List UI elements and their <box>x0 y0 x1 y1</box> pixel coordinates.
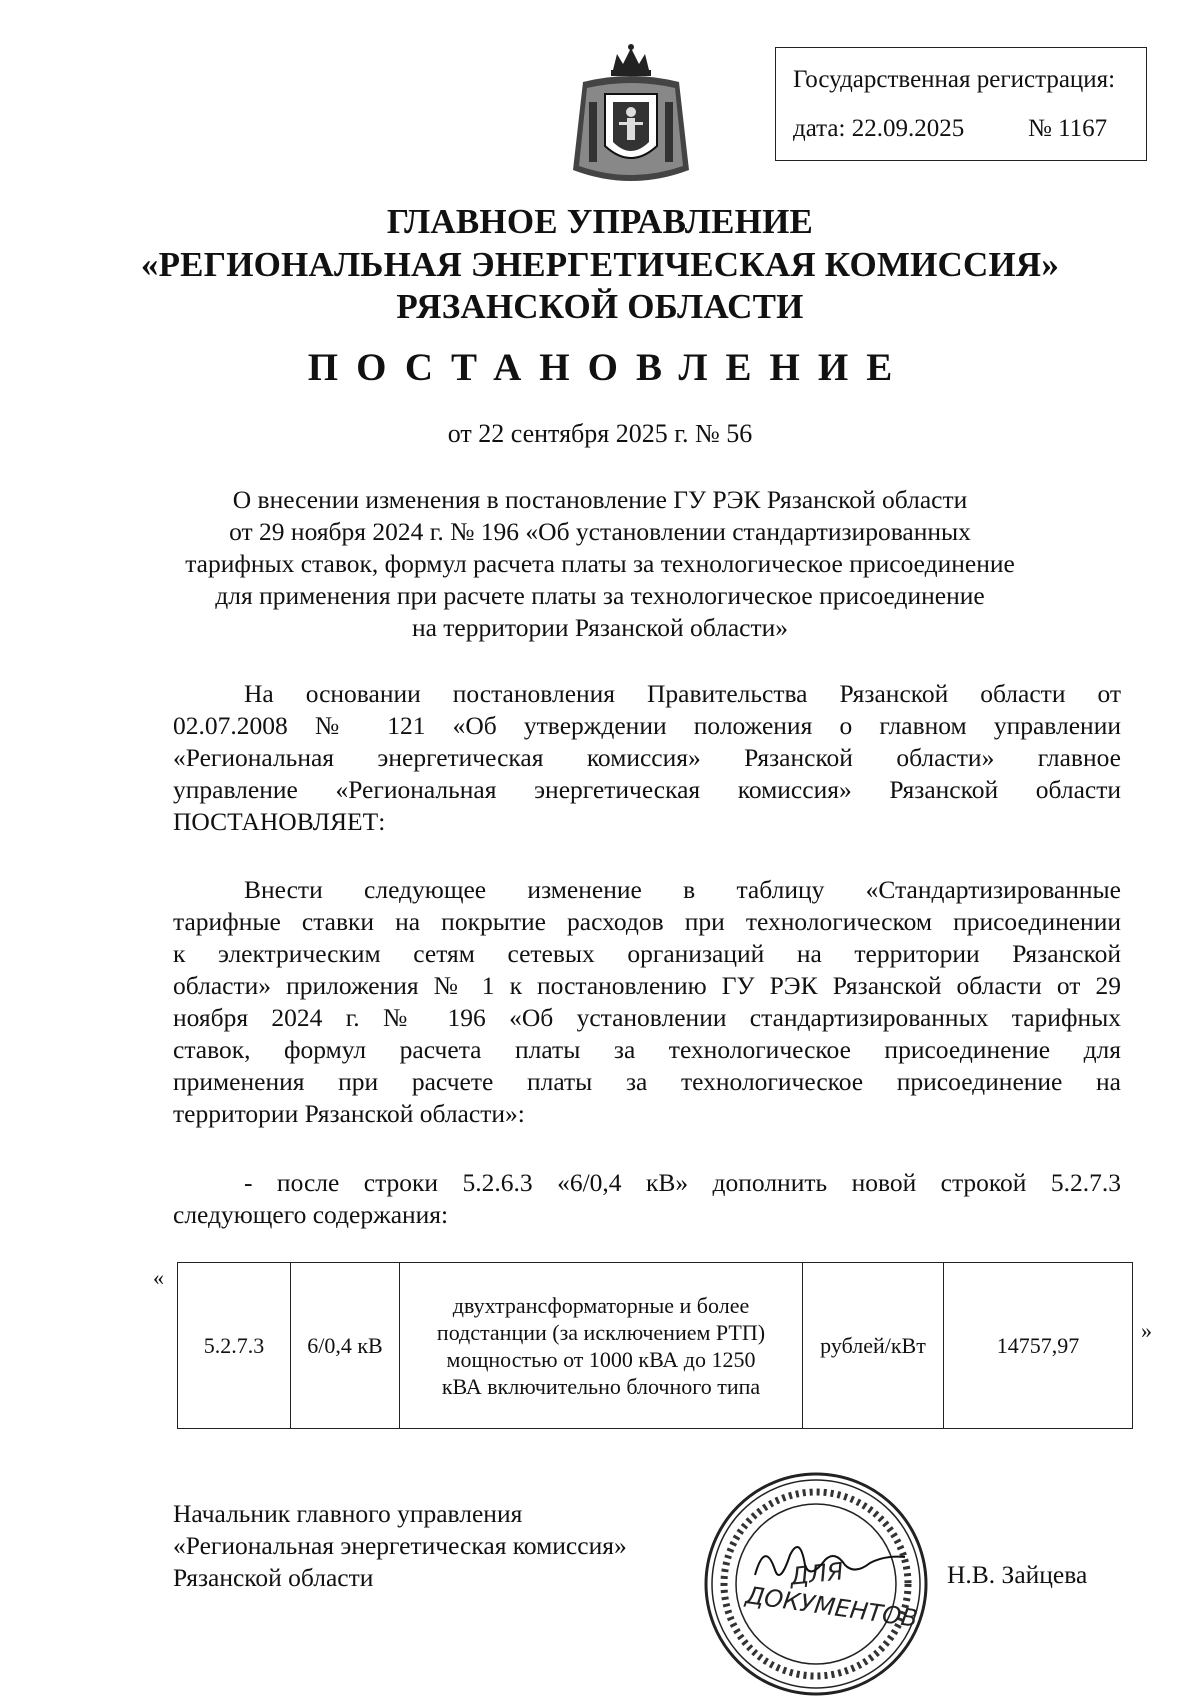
insert-paragraph-line: - после строки 5.2.6.3 «6/0,4 кВ» дополнить новой строкой 5.2.7.3 <box>244 1168 1121 1197</box>
signer-position-line: «Региональная энергетическая комиссия» <box>173 1531 627 1560</box>
basis-paragraph-line: ПОСТАНОВЛЯЕТ: <box>173 807 386 836</box>
basis-paragraph-line: «Региональная энергетическая комиссия» Рязанской области» главное <box>173 743 1121 772</box>
agency-heading-line-2: «РЕГИОНАЛЬНАЯ ЭНЕРГЕТИЧЕСКАЯ КОМИССИЯ» <box>140 245 1060 284</box>
signer-position-line: Начальник главного управления <box>173 1499 523 1528</box>
basis-paragraph-line: управление «Региональная энергетическая комиссия» Рязанской области <box>173 775 1121 804</box>
agency-heading-line-1: ГЛАВНОЕ УПРАВЛЕНИЕ <box>386 202 814 241</box>
signer-position-line: Рязанской области <box>173 1563 374 1592</box>
table-quote-close: » <box>1141 1318 1152 1343</box>
description-line: двухтрансформаторные и более <box>452 1292 750 1318</box>
table-row <box>178 1263 1133 1429</box>
stamp-word: ДЛЯ <box>788 1557 845 1591</box>
insert-paragraph-line: следующего содержания: <box>173 1200 449 1229</box>
change-paragraph-line: применения при расчете платы за технологическое присоединение на <box>173 1067 1121 1096</box>
document-date-number: от 22 сентября 2025 г. № 56 <box>447 419 753 448</box>
subject-line: для применения при расчете платы за технологическое присоединение <box>215 581 985 610</box>
registration-date: дата: 22.09.2025 <box>793 115 965 142</box>
row-voltage-cell: 6/0,4 кВ <box>291 1263 400 1429</box>
change-paragraph-line: территории Рязанской области»: <box>173 1099 525 1128</box>
table-quote-open: « <box>153 1265 164 1290</box>
change-paragraph-line: ставок, формул расчета платы за технологическое присоединение для <box>173 1035 1121 1064</box>
description-line: мощностью от 1000 кВА до 1250 <box>446 1346 756 1372</box>
description-line: подстанции (за исключением РТП) <box>436 1319 766 1345</box>
registration-title: Государственная регистрация: <box>793 66 1116 93</box>
change-paragraph-line: тарифные ставки на покрытие расходов при технологическом присоединении <box>173 907 1121 936</box>
change-paragraph-line: области» приложения № 1 к постановлению ГУ РЭК Рязанской области от 29 <box>173 971 1121 1000</box>
basis-paragraph-line: На основании постановления Правительства Рязанской области от <box>244 679 1121 708</box>
subject-line: тарифных ставок, формул расчета платы за технологическое присоединение <box>185 549 1015 578</box>
row-code-cell: 5.2.7.3 <box>178 1263 291 1429</box>
subject-line: О внесении изменения в постановление ГУ РЭК Рязанской области <box>232 485 968 514</box>
basis-paragraph-line: 02.07.2008 № 121 «Об утверждении положения о главном управлении <box>173 711 1121 740</box>
row-value-cell: 14757,97 <box>944 1263 1133 1429</box>
change-paragraph-line: ноября 2024 г. № 196 «Об установлении стандартизированных тарифных <box>173 1003 1121 1032</box>
change-paragraph-line: к электрическим сетям сетевых организаций на территории Рязанской <box>173 939 1121 968</box>
change-paragraph-line: Внести следующее изменение в таблицу «Стандартизированные <box>244 875 1121 904</box>
stamp-word: ДОКУМЕНТОВ <box>743 1581 920 1633</box>
coat-of-arms-icon <box>565 42 697 192</box>
document-type: ПОСТАНОВЛЕНИЕ <box>307 346 911 389</box>
row-unit-cell: рублей/кВт <box>803 1263 944 1429</box>
signer-name: Н.В. Зайцева <box>947 1560 1088 1589</box>
row-description-cell <box>400 1263 803 1429</box>
description-line: кВА включительно блочного типа <box>441 1373 761 1399</box>
subject-line: на территории Рязанской области» <box>411 613 789 642</box>
handwritten-signature-icon <box>750 1535 910 1595</box>
subject-line: от 29 ноября 2024 г. № 196 «Об установлении стандартизированных <box>229 517 971 546</box>
agency-heading-line-3: РЯЗАНСКОЙ ОБЛАСТИ <box>396 287 804 326</box>
tariff-table <box>177 1262 1133 1429</box>
registration-box <box>775 47 1147 161</box>
registration-number: № 1167 <box>1028 115 1108 142</box>
